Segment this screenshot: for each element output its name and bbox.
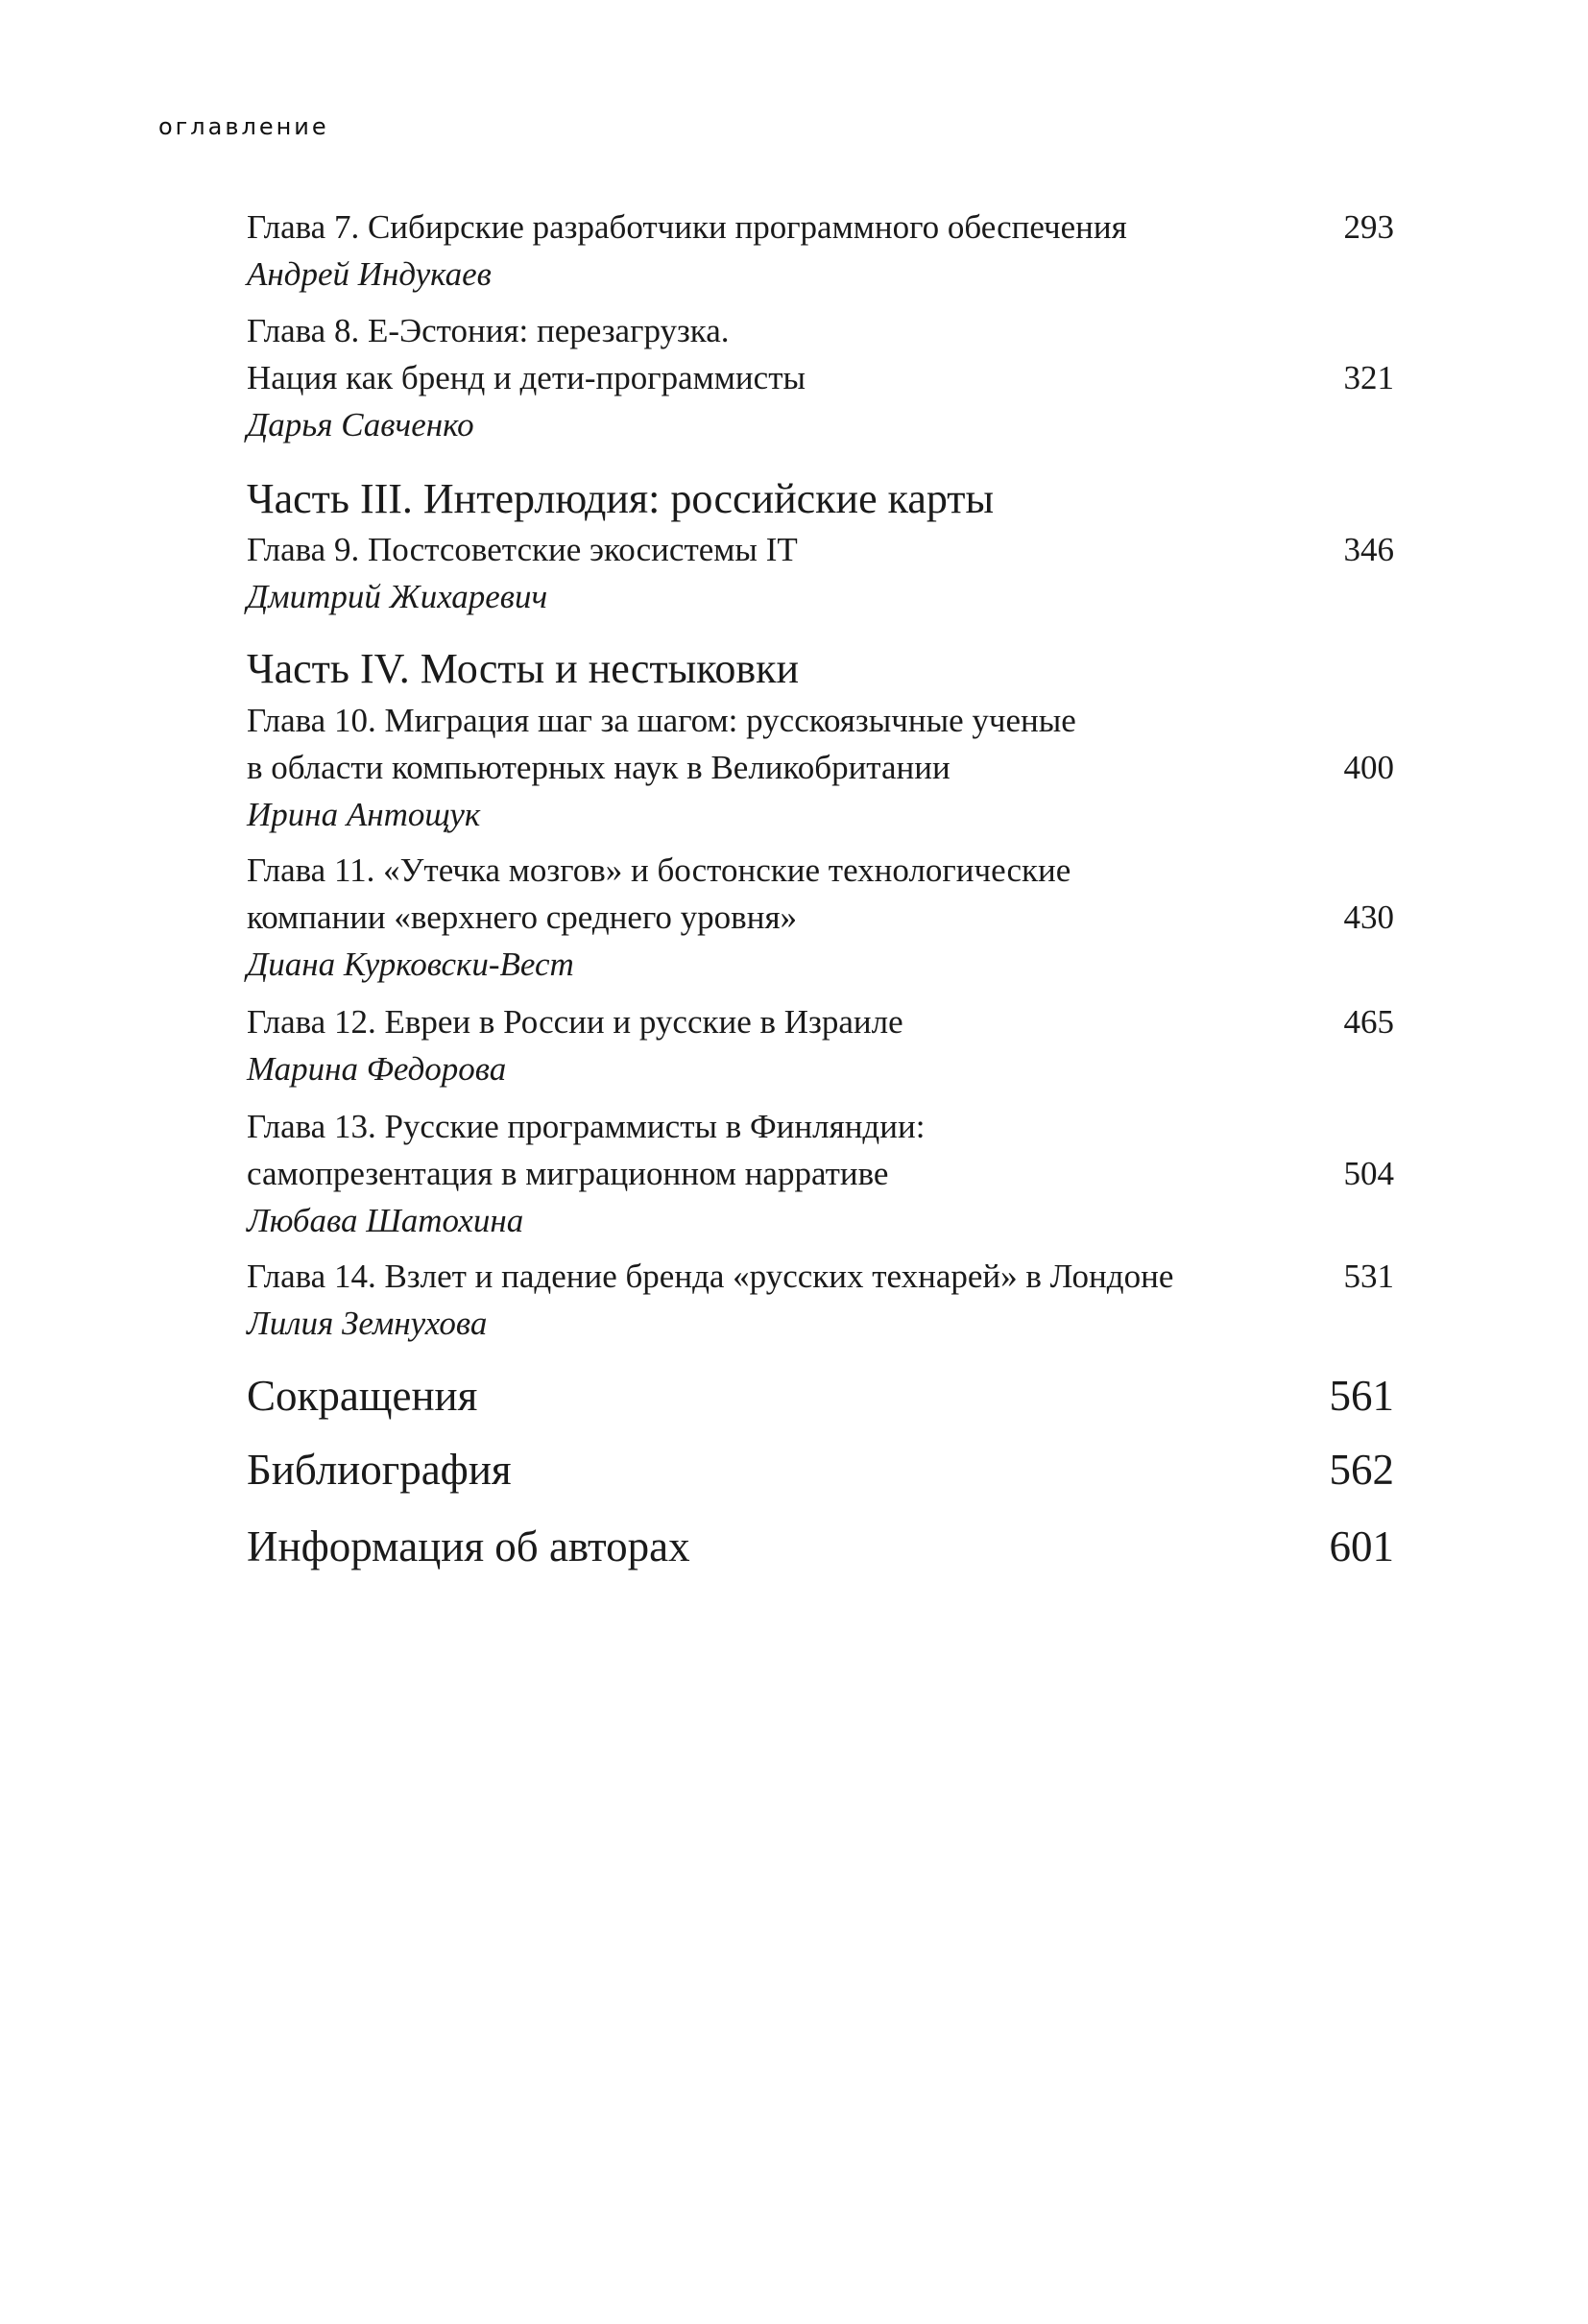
chapter-title-line bbox=[247, 526, 1394, 573]
chapter-author: Любава Шатохина bbox=[247, 1202, 524, 1239]
chapter-title-line: Глава 8. E-Эстония: перезагрузка. bbox=[247, 312, 730, 349]
chapter-title: компании «верхнего среднего уровня» bbox=[247, 898, 798, 936]
page-number: 400 bbox=[1343, 749, 1394, 786]
page-number: 531 bbox=[1343, 1258, 1394, 1295]
page-number: 561 bbox=[1329, 1372, 1394, 1420]
toc-entry-chapter-12[interactable] bbox=[247, 998, 1394, 1092]
chapter-author: Ирина Антощук bbox=[247, 796, 481, 833]
chapter-author: Лилия Земнухова bbox=[247, 1305, 488, 1342]
chapter-title: Глава 7. Сибирские разработчики программного обеспечения bbox=[247, 208, 1127, 246]
chapter-title: Глава 14. Взлет и падение бренда «русских технарей» в Лондоне bbox=[247, 1258, 1174, 1295]
chapter-title-line bbox=[247, 744, 1394, 791]
chapter-title: Глава 9. Постсоветские экосистемы IT bbox=[247, 531, 798, 568]
page-number: 346 bbox=[1343, 531, 1394, 568]
toc-entry-chapter-14[interactable] bbox=[247, 1253, 1394, 1347]
chapter-author: Андрей Индукаев bbox=[247, 255, 492, 293]
chapter-author: Диана Курковски-Вест bbox=[247, 946, 574, 983]
toc-entry-chapter-10[interactable] bbox=[247, 697, 1394, 838]
back-matter-title: Сокращения bbox=[247, 1372, 478, 1420]
back-matter-line bbox=[247, 1441, 1394, 1498]
chapter-author: Марина Федорова bbox=[247, 1050, 507, 1088]
chapter-title-line bbox=[247, 1253, 1394, 1300]
part-title: Часть IV. Мосты и нестыковки bbox=[247, 645, 800, 692]
chapter-author: Дарья Савченко bbox=[247, 406, 474, 443]
chapter-title-line: Глава 10. Миграция шаг за шагом: русскоязычные ученые bbox=[247, 702, 1076, 739]
page-number: 562 bbox=[1329, 1446, 1394, 1494]
chapter-title-line: Глава 13. Русские программисты в Финляндии: bbox=[247, 1108, 926, 1145]
page-number: 321 bbox=[1343, 359, 1394, 396]
page-number: 430 bbox=[1343, 898, 1394, 936]
chapter-title: самопрезентация в миграционном нарративе bbox=[247, 1155, 889, 1192]
page-number: 293 bbox=[1343, 208, 1394, 246]
chapter-title: Глава 12. Евреи в России и русские в Израиле bbox=[247, 1003, 903, 1041]
chapter-title-line bbox=[247, 894, 1394, 941]
chapter-title-line: Глава 11. «Утечка мозгов» и бостонские технологические bbox=[247, 851, 1071, 889]
toc-part-3[interactable] bbox=[247, 472, 1394, 526]
part-title: Часть III. Интерлюдия: российские карты bbox=[247, 475, 995, 522]
back-matter-line bbox=[247, 1367, 1394, 1425]
chapter-author: Дмитрий Жихаревич bbox=[247, 578, 548, 615]
chapter-title-line bbox=[247, 1150, 1394, 1197]
running-head: оглавление bbox=[158, 113, 329, 140]
toc-entry-chapter-9[interactable] bbox=[247, 526, 1394, 620]
page-number: 504 bbox=[1343, 1155, 1394, 1192]
chapter-title: Нация как бренд и дети-программисты bbox=[247, 359, 806, 396]
back-matter-title: Библиография bbox=[247, 1446, 512, 1494]
toc-entry-abbreviations[interactable] bbox=[247, 1367, 1394, 1425]
toc-entry-chapter-8[interactable] bbox=[247, 307, 1394, 448]
toc-entry-chapter-13[interactable] bbox=[247, 1103, 1394, 1244]
toc-entry-chapter-11[interactable] bbox=[247, 847, 1394, 988]
toc-entry-authors-info[interactable] bbox=[247, 1518, 1394, 1575]
chapter-title-line bbox=[247, 354, 1394, 401]
chapter-title: в области компьютерных наук в Великобритании bbox=[247, 749, 950, 786]
page-number: 601 bbox=[1329, 1522, 1394, 1570]
chapter-title-line bbox=[247, 204, 1394, 251]
back-matter-line bbox=[247, 1518, 1394, 1575]
toc-part-4[interactable] bbox=[247, 642, 1394, 696]
toc-entry-chapter-7[interactable] bbox=[247, 204, 1394, 298]
toc-entry-bibliography[interactable] bbox=[247, 1441, 1394, 1498]
page-number: 465 bbox=[1343, 1003, 1394, 1041]
back-matter-title: Информация об авторах bbox=[247, 1522, 690, 1570]
chapter-title-line bbox=[247, 998, 1394, 1045]
